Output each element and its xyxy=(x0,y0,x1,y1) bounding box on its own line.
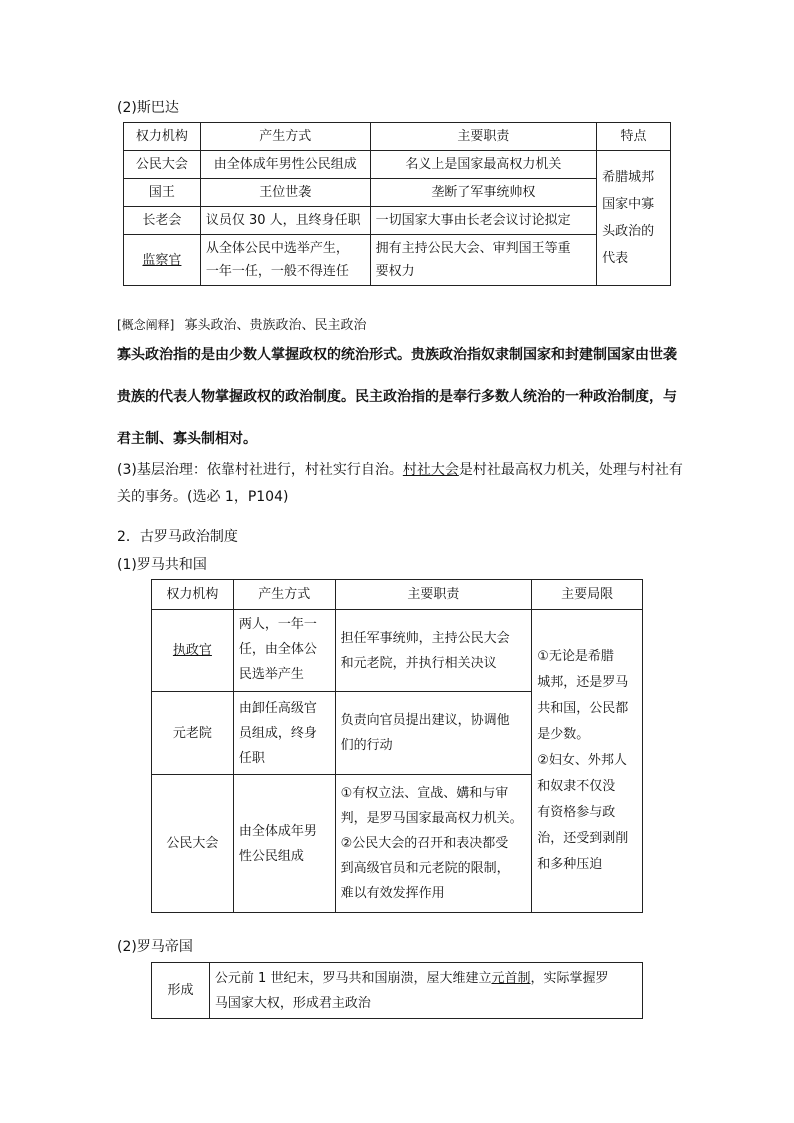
method-cell xyxy=(233,775,335,913)
concept-terms: 寡头政治、贵族政治、民主政治 xyxy=(184,318,367,333)
duty-cell: 垄断了军事统帅权 xyxy=(370,179,597,207)
method-cell xyxy=(233,610,335,692)
table-row xyxy=(152,963,643,1019)
republic-table xyxy=(151,579,643,913)
empire-label-cell: 形成 xyxy=(152,963,210,1019)
duty-line: 们的行动 xyxy=(340,738,393,753)
feature-line: 头政治的 xyxy=(602,224,655,239)
concept-line: 寡头政治指的是由少数人掌握政权的统治形式。贵族政治指奴隶制国家和封建制国家由世袭 xyxy=(117,347,677,363)
method-line: 性公民组成 xyxy=(238,848,304,864)
duty-line: 要权力 xyxy=(375,264,415,279)
organ-cell: 公民大会 xyxy=(152,775,234,913)
feature-cell xyxy=(597,151,671,286)
concept-line: 君主制、寡头制相对。 xyxy=(117,431,257,447)
concept-title xyxy=(117,315,367,336)
limit-line: 有资格参与政 xyxy=(537,805,616,820)
duty-line: 和元老院，并执行相关决议 xyxy=(340,655,497,671)
column-header: 权力机构 xyxy=(152,580,234,610)
duty-line: 判，是罗马国家最高权力机关。 xyxy=(340,811,523,826)
concept-tag: [概念阐释] xyxy=(117,318,175,332)
duty-line: ②公民大会的召开和表决都受 xyxy=(340,836,509,851)
duty-line: ①有权立法、宣战、媾和与审 xyxy=(340,786,509,801)
concept-body xyxy=(117,340,677,454)
grassroots-text: (3)基层治理：依靠村社进行，村社实行自治。 xyxy=(117,462,403,478)
duty-cell: 名义上是国家最高权力机关 xyxy=(370,151,597,179)
method-line: 两人，一年一 xyxy=(238,617,317,632)
column-header: 主要职责 xyxy=(370,123,597,151)
method-cell xyxy=(233,692,335,775)
organ-cell: 执政官 xyxy=(152,610,234,692)
concept-line: 贵族的代表人物掌握政权的政治制度。民主政治指的是奉行多数人统治的一种政治制度，与 xyxy=(117,389,677,405)
empire-table xyxy=(151,962,643,1019)
method-line: 由卸任高级官 xyxy=(238,700,317,716)
limit-line: 是少数。 xyxy=(537,727,590,742)
empire-heading: (2)罗马帝国 xyxy=(117,939,193,955)
table-row xyxy=(124,235,671,286)
grassroots-line-2: 关的事务。(选必 1，P104) xyxy=(117,489,289,505)
limit-line: 和奴隶不仅没 xyxy=(537,779,616,794)
empire-line xyxy=(215,966,637,991)
table-header-row xyxy=(124,123,671,151)
duty-cell xyxy=(335,692,532,775)
organ-cell: 国王 xyxy=(124,179,201,207)
table-row xyxy=(124,179,671,207)
duty-cell: 一切国家大事由长老会议讨论拟定 xyxy=(370,207,597,235)
column-header: 特点 xyxy=(597,123,671,151)
grassroots-text: 是村社最高权力机关，处理与村社有 xyxy=(458,462,683,478)
column-header: 主要职责 xyxy=(335,580,532,610)
empire-line: 马国家大权，形成君主政治 xyxy=(214,995,371,1011)
sparta-table xyxy=(123,122,671,286)
method-line: 一年一任，一般不得连任 xyxy=(205,264,349,279)
table-row xyxy=(124,207,671,235)
feature-line: 代表 xyxy=(602,251,629,266)
method-line: 从全体公民中选举产生， xyxy=(205,241,349,256)
method-cell: 王位世袭 xyxy=(200,179,370,207)
duty-line: 到高级官员和元老院的限制， xyxy=(340,861,510,876)
feature-line: 希腊城邦 xyxy=(602,170,655,185)
limit-line: 和多种压迫 xyxy=(537,857,603,872)
method-line: 民选举产生 xyxy=(238,667,304,682)
limit-line: 城邦，还是罗马 xyxy=(537,675,629,690)
limit-line: 治，还受到剥削 xyxy=(537,831,629,846)
organ-cell: 元老院 xyxy=(152,692,234,775)
organ-cell: 长老会 xyxy=(124,207,201,235)
duty-line: 拥有主持公民大会、审判国王等重 xyxy=(375,241,571,256)
method-line: 任，由全体公 xyxy=(238,642,317,657)
duty-cell xyxy=(370,235,597,286)
column-header: 产生方式 xyxy=(233,580,335,610)
empire-text: ，实际掌握罗 xyxy=(530,970,609,986)
column-header: 产生方式 xyxy=(200,123,370,151)
limit-cell xyxy=(532,610,643,913)
method-cell: 由全体成年男性公民组成 xyxy=(200,151,370,179)
table-header-row xyxy=(152,580,643,610)
method-cell: 议员仅 30 人，且终身任职 xyxy=(200,207,370,235)
table-row xyxy=(124,151,671,179)
table-row xyxy=(152,610,643,692)
feature-line: 国家中寡 xyxy=(602,197,655,212)
limit-line: 共和国，公民都 xyxy=(537,701,629,716)
grassroots-underlined-term: 村社大会 xyxy=(402,462,459,478)
grassroots-line-1 xyxy=(117,460,683,480)
limit-line: ②妇女、外邦人 xyxy=(537,753,627,768)
limit-line: ①无论是希腊 xyxy=(537,649,614,664)
empire-text: 公元前 1 世纪末，罗马共和国崩溃，屋大维建立 xyxy=(214,970,492,986)
column-header: 权力机构 xyxy=(124,123,201,151)
duty-cell xyxy=(335,775,532,913)
method-line: 员组成，终身 xyxy=(238,725,317,741)
column-header: 主要局限 xyxy=(532,580,643,610)
duty-line: 担任军事统帅，主持公民大会 xyxy=(340,630,510,646)
duty-line: 负责向官员提出建议，协调他 xyxy=(340,713,510,728)
rome-section-heading: 2．古罗马政治制度 xyxy=(117,529,238,545)
duty-line: 难以有效发挥作用 xyxy=(340,886,445,901)
organ-cell: 公民大会 xyxy=(124,151,201,179)
empire-text-cell xyxy=(209,963,642,1019)
empire-underlined-term: 元首制 xyxy=(491,970,531,986)
republic-heading: (1)罗马共和国 xyxy=(117,557,207,573)
duty-cell xyxy=(335,610,532,692)
method-line: 由全体成年男 xyxy=(238,823,317,839)
method-cell xyxy=(200,235,370,286)
method-line: 任职 xyxy=(238,750,265,766)
organ-cell: 监察官 xyxy=(124,235,201,286)
sparta-heading: (2)斯巴达 xyxy=(117,100,179,116)
